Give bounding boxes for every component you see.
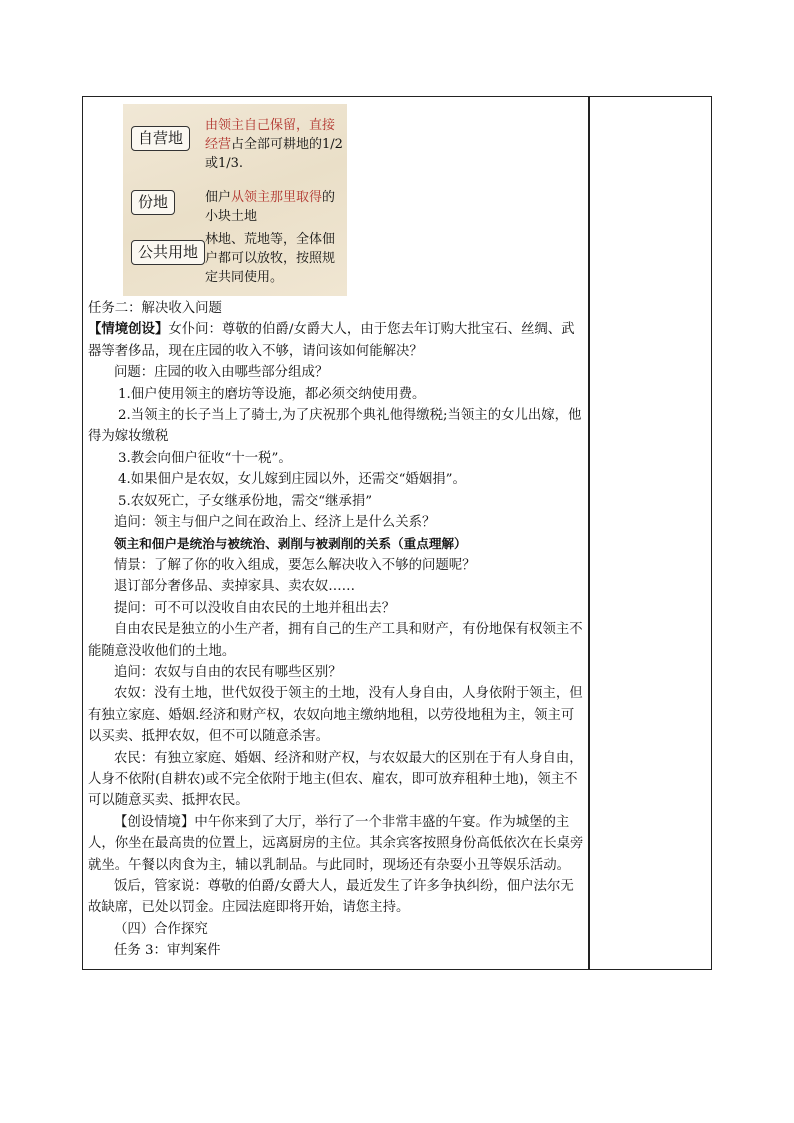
term-desc-common-land: [205, 230, 345, 287]
followup-relation: 追问：领主与佃户之间在政治上、经济上是什么关系？: [114, 515, 436, 531]
income-item-4: 4.如果佃户是农奴，女儿嫁到庄园以外，还需交“婚姻捐”。: [118, 472, 466, 488]
income-item-3: 3.教会向佃户征收“十一税”。: [118, 450, 292, 466]
term-desc-highlight: 由领主自己保留，直接经营: [205, 118, 336, 152]
term-desc-tenancy: [205, 188, 345, 226]
question-confiscate: 提问：可不可以没收自由农民的土地并租出去？: [114, 600, 396, 616]
serf-paragraph: 农奴：没有土地，世代奴役于领主的土地，没有人身自由，人身依附于领主，但有独立家庭、婚姻.经济和财产权，农奴向地主缴纳地租，以劳役地租为主，领主可以买卖、抵押农奴，但不可以随意杀害。: [88, 686, 583, 745]
scenario-tag: 【情境创设】: [88, 321, 169, 338]
term-label: 公共用地: [138, 243, 199, 261]
followup-difference: 追问：农奴与自由的农民有哪些区别？: [114, 664, 342, 680]
task3-heading: 任务 3：审判案件: [114, 943, 221, 959]
income-item-2: 2.当领主的长子当上了骑士,为了庆祝那个典礼他得缴税;当领主的女儿出嫁，他得为嫁妆缴税: [88, 408, 582, 445]
manor-land-diagram: [123, 104, 347, 296]
scenario-paragraph: [88, 319, 584, 362]
term-desc-demesne: [205, 116, 345, 173]
income-item-5: 5.农奴死亡，子女继承份地，需交“继承捐”: [118, 493, 373, 509]
term-desc-text: 林地、荒地等，全体佃户都可以放牧，按照规定共同使用。: [205, 232, 336, 285]
main-cell: [88, 104, 584, 962]
key-point: 领主和佃户是统治与被统治、剥削与被剥削的关系（重点理解）: [114, 536, 467, 552]
scenario2-paragraph: 【创设情境】中午你来到了大厅，举行了一个非常丰盛的午宴。作为城堡的主人，你坐在最高贵的位置上，远离厨房的主位。其余宾客按照身份高低依次在长桌旁就坐。午餐以肉食为主，辅以乳制品。与此同时，现场还有杂耍小丑等娱乐活动。: [88, 814, 584, 873]
term-box-common-land: [131, 240, 205, 265]
term-label: 自营地: [138, 129, 184, 147]
term-label: 份地: [138, 193, 169, 211]
income-item-1: 1.佃户使用领主的磨坊等设施，都必须交纳使用费。: [118, 386, 426, 402]
term-desc-highlight: 从领主那里取得: [231, 190, 323, 205]
task2-heading: 任务二：解决收入问题: [88, 301, 222, 316]
context-line: 情景：了解了你的收入组成，要怎么解决收入不够的问题呢？: [114, 557, 476, 573]
term-desc-text: 占全部可耕地的1/2或1/3.: [205, 137, 343, 171]
after-meal-paragraph: 饭后，管家说：尊敬的伯爵/女爵大人，最近发生了许多争执纠纷，佃户法尔无故缺席，已处以罚金。庄园法庭即将开始，请您主持。: [88, 878, 574, 916]
question-income: 问题：庄园的收入由哪些部分组成？: [114, 365, 329, 381]
answer-line: 退订部分奢侈品、卖掉家具、卖农奴……: [114, 579, 356, 595]
peasant-paragraph: 农民：有独立家庭、婚姻、经济和财产权，与农奴最大的区别在于有人身自由，人身不依附(自耕农)或不完全依附于地主(但农、雇农，即可放弃租种土地)，领主不可以随意买卖、抵押农民。: [88, 750, 583, 809]
term-desc-text: 佃户: [205, 190, 232, 205]
term-desc-text: 的小块土地: [205, 190, 336, 224]
section-4-heading: （四）合作探究: [114, 921, 208, 937]
column-divider: [588, 96, 590, 970]
scenario-text: 女仆问：尊敬的伯爵/女爵大人，由于您去年订购大批宝石、丝绸、武器等奢侈品，现在庄园的收入不够，请问该如何能解决？: [88, 322, 575, 359]
free-farmer-paragraph: 自由农民是独立的小生产者，拥有自己的生产工具和财产，有份地保有权领主不能随意没收他们的土地。: [88, 622, 583, 659]
term-box-demesne: [131, 126, 190, 151]
term-box-tenancy: [131, 190, 175, 215]
